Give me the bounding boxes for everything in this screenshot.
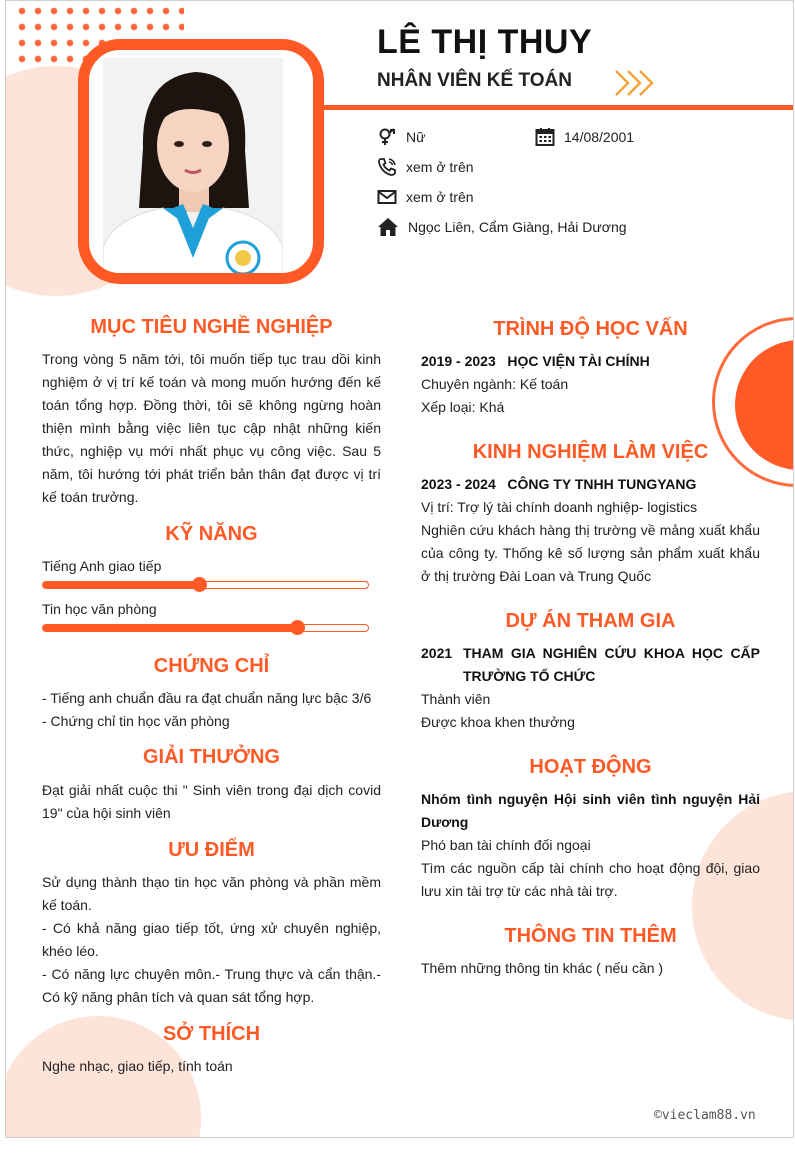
project-result: Được khoa khen thưởng [421, 714, 575, 730]
experience-heading [421, 473, 696, 496]
email-icon [377, 187, 397, 207]
hobbies-text: Nghe nhạc, giao tiếp, tính toán [42, 1058, 233, 1074]
profile-photo [103, 58, 283, 284]
strengths-title: ƯU ĐIỂM [168, 839, 255, 861]
skill-bar-knob [192, 577, 207, 592]
phone-row [377, 157, 474, 177]
header-divider [324, 105, 794, 110]
birthday-value: 14/08/2001 [564, 129, 635, 145]
project-name: THAM GIA NGHIÊN CỨU KHOA HỌC CẤP TRƯỜNG TỔ CHỨC [463, 645, 760, 684]
skill-bar-knob [290, 620, 305, 635]
activity-description: Tìm các nguồn cấp tài chính cho hoạt động đội, giao lưu xin tài trợ từ các nhà tài trợ. [421, 860, 760, 899]
experience-company: CÔNG TY TNHH TUNGYANG [507, 476, 697, 492]
activities-title: HOẠT ĐỘNG [529, 756, 652, 778]
calendar-icon [535, 127, 555, 147]
candidate-name: LÊ THỊ THUY [377, 23, 593, 61]
project-role: Thành viên [421, 691, 491, 707]
certificate-item: - Tiếng anh chuẩn đầu ra đạt chuẩn năng lực bậc 3/6 [42, 690, 372, 706]
phone-value: xem ở trên [406, 159, 474, 175]
projects-title: DỰ ÁN THAM GIA [505, 610, 676, 632]
skills-title: KỸ NĂNG [165, 523, 258, 545]
strength-item: - Có khả năng giao tiếp tốt, ứng xử chuyên nghiệp, khéo léo. [42, 920, 381, 959]
activity-role: Phó ban tài chính đối ngoại [421, 837, 591, 853]
birthday-row [535, 127, 634, 147]
address-value: Ngọc Liên, Cẩm Giàng, Hải Dương [408, 219, 627, 235]
objective-text: Trong vòng 5 năm tới, tôi muốn tiếp tục trau dồi kinh nghiệm ở vị trí kế toán và mong muốn hướng đến kế toán tổng hợp. Đồng thời, tôi sẽ không ngừng hoàn thiện mình bằng việc liên tục cập nhật những kiến thức, nghiệp vụ mới nhất phục vụ công việc. Sau 5 năm, tôi hướng tới phát triển bản thân đạt được vị trí kế toán trưởng. [42, 351, 381, 505]
education-title: TRÌNH ĐỘ HỌC VẤN [493, 318, 688, 340]
project-year: 2021 [421, 645, 453, 661]
skill-bar-fill [43, 582, 199, 588]
certificates-title: CHỨNG CHỈ [153, 655, 270, 677]
certificate-item: - Chứng chỉ tin học văn phòng [42, 713, 230, 729]
photo-frame [78, 39, 324, 284]
education-grade: Xếp loại: Khá [421, 399, 505, 415]
extra-text: Thêm những thông tin khác ( nếu cần ) [421, 960, 664, 976]
skill-bar [42, 624, 369, 632]
chevrons-right-icon [614, 69, 658, 97]
phone-icon [377, 157, 397, 177]
portrait-illustration [103, 58, 283, 284]
skill-bar [42, 581, 369, 589]
home-icon [377, 217, 399, 237]
skill-label: Tiếng Anh giao tiếp [42, 558, 162, 574]
skill-bar-fill [43, 625, 297, 631]
experience-description: Nghiên cứu khách hàng thị trường về mảng xuất khẩu của công ty. Thống kê số lượng sản phẩm xuất khẩu ở thị trường Đài Loan và Trung Quốc [421, 522, 760, 584]
education-school: HỌC VIỆN TÀI CHÍNH [507, 353, 650, 369]
education-major: Chuyên ngành: Kế toán [421, 376, 569, 392]
education-period: 2019 - 2023 [421, 353, 496, 369]
gender-icon [377, 127, 397, 147]
cv-page [5, 0, 794, 1138]
education-heading [421, 350, 650, 373]
strength-item: - Có năng lực chuyên môn.- Trung thực và cẩn thận.- Có kỹ năng phân tích và quan sát tổng hợp. [42, 966, 381, 1005]
experience-position: Vị trí: Trợ lý tài chính doanh nghiệp- logistics [421, 499, 698, 515]
extra-title: THÔNG TIN THÊM [504, 925, 677, 947]
email-value: xem ở trên [406, 189, 474, 205]
activity-org: Nhóm tình nguyện Hội sinh viên tình nguyện Hải Dương [421, 791, 760, 830]
hobbies-title: SỞ THÍCH [162, 1023, 261, 1045]
skill-label: Tin học văn phòng [42, 601, 157, 617]
experience-period: 2023 - 2024 [421, 476, 496, 492]
gender-value: Nữ [406, 129, 426, 145]
strength-item: Sử dụng thành thạo tin học văn phòng và phần mềm kế toán. [42, 874, 381, 913]
job-title: NHÂN VIÊN KẾ TOÁN [377, 70, 572, 91]
experience-title: KINH NGHIỆM LÀM VIỆC [472, 441, 709, 463]
gender-row [377, 127, 425, 147]
awards-text: Đạt giải nhất cuộc thi " Sinh viên trong đại dịch covid 19" của hội sinh viên [42, 782, 381, 821]
address-row [377, 217, 627, 237]
email-row [377, 187, 474, 207]
objective-title: MỤC TIÊU NGHỀ NGHIỆP [90, 316, 333, 338]
awards-title: GIẢI THƯỞNG [143, 746, 280, 768]
copyright-text: ©vieclam88.vn [654, 1108, 756, 1123]
